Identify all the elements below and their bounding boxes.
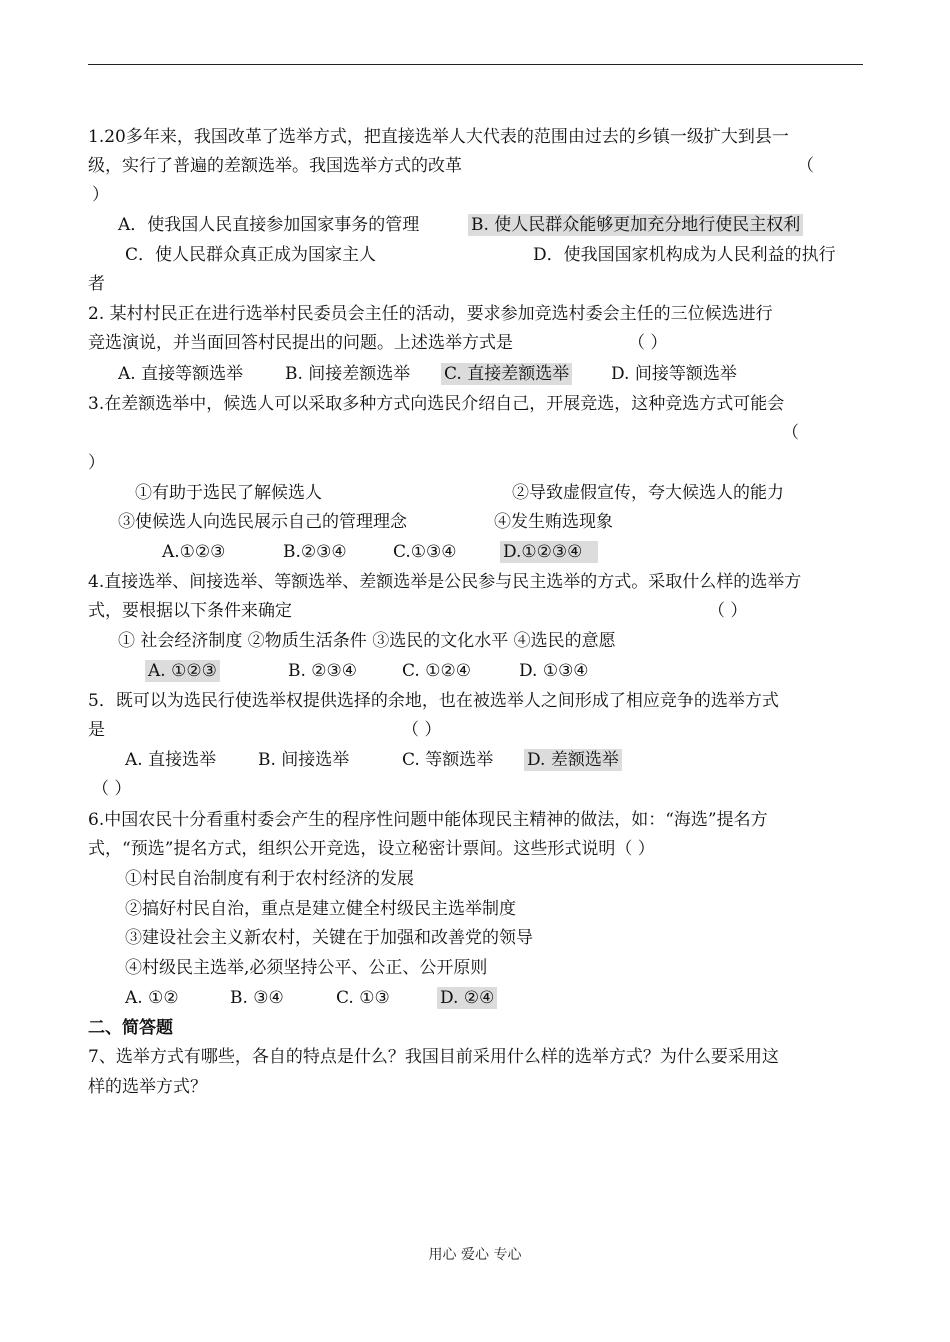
q3-option-c: C.①③④ xyxy=(393,542,457,562)
q3-statement-1: ①有助于选民了解候选人 xyxy=(135,483,322,503)
q3-option-d: D.①②③④ xyxy=(500,541,598,563)
q3-stem-line1: 3.在差额选举中，候选人可以采取多种方式向选民介绍自己，开展竞选，这种竞选方式可能会 xyxy=(88,394,785,414)
page-footer: 用心 爱心 专心 xyxy=(428,1247,522,1263)
q2-option-a: A. 直接等额选举 xyxy=(118,364,244,384)
q5-answer-paren: （ ） xyxy=(402,720,442,740)
q1-stem-line1: 1.20多年来，我国改革了选举方式，把直接选举人大代表的范围由过去的乡镇一级扩大到县一 xyxy=(88,127,789,147)
q5-stem-line2: 是 xyxy=(88,720,105,740)
q1-answer-paren-open: （ xyxy=(797,156,814,176)
q1-option-d: D．使我国国家机构成为人民利益的执行 xyxy=(533,245,836,265)
q5-option-c: C. 等额选举 xyxy=(402,750,494,770)
q2-stem-line1: 2. 某村村民正在进行选举村民委员会主任的活动，要求参加竞选村委会主任的三位候选进行 xyxy=(88,304,773,324)
q3-option-a: A.①②③ xyxy=(162,542,226,562)
q3-statement-4: ④发生贿选现象 xyxy=(494,512,613,532)
q4-option-c: C. ①②④ xyxy=(402,661,471,681)
q5-option-a: A. 直接选举 xyxy=(125,750,217,770)
q1-option-d-cont: 者 xyxy=(88,274,105,294)
q2-answer-paren: （ ） xyxy=(628,333,668,353)
q5-answer-paren-2: （ ） xyxy=(92,779,132,799)
q6-statement-3: ③建设社会主义新农村，关键在于加强和改善党的领导 xyxy=(125,928,533,948)
q2-option-c: C. 直接差额选举 xyxy=(441,363,572,385)
q5-stem-line1: 5．既可以为选民行使选举权提供选择的余地，也在被选举人之间形成了相应竞争的选举方式 xyxy=(88,691,779,711)
q4-option-d: D. ①③④ xyxy=(519,661,589,681)
q4-option-a: A. ①②③ xyxy=(145,660,220,682)
q6-statement-4: ④村级民主选举,必须坚持公平、公正、公开原则 xyxy=(125,958,488,978)
q1-option-c: C．使人民群众真正成为国家主人 xyxy=(125,245,377,265)
q4-statements: ① 社会经济制度 ②物质生活条件 ③选民的文化水平 ④选民的意愿 xyxy=(118,631,616,651)
q1-answer-paren-close: ） xyxy=(92,185,109,205)
q6-statement-1: ①村民自治制度有利于农村经济的发展 xyxy=(125,869,414,889)
q7-stem-line1: 7、选举方式有哪些，各自的特点是什么？我国目前采用什么样的选举方式？为什么要采用这 xyxy=(88,1047,779,1067)
q2-option-b: B. 间接差额选举 xyxy=(285,364,411,384)
q3-statement-2: ②导致虚假宣传，夸大候选人的能力 xyxy=(512,483,784,503)
q3-answer-paren-close: ） xyxy=(88,453,105,473)
q6-option-b: B. ③④ xyxy=(230,988,284,1008)
q1-stem-line2: 级，实行了普遍的差额选举。我国选举方式的改革 xyxy=(88,156,462,176)
q3-option-b: B.②③④ xyxy=(283,542,347,562)
q1-option-b: B. 使人民群众能够更加充分地行使民主权利 xyxy=(468,214,803,236)
q6-stem-line1: 6.中国农民十分看重村委会产生的程序性问题中能体现民主精神的做法，如：“海选”提名方 xyxy=(88,810,768,830)
q5-option-b: B. 间接选举 xyxy=(258,750,350,770)
q7-stem-line2: 样的选举方式？ xyxy=(88,1077,207,1097)
q1-option-a: A．使我国人民直接参加国家事务的管理 xyxy=(118,215,420,235)
q6-statement-2: ②搞好村民自治，重点是建立健全村级民主选举制度 xyxy=(125,899,516,919)
q2-option-d: D. 间接等额选举 xyxy=(611,364,737,384)
q3-statement-3: ③使候选人向选民展示自己的管理理念 xyxy=(118,512,407,532)
q4-stem-line1: 4.直接选举、间接选举、等额选举、差额选举是公民参与民主选举的方式。采取什么样的选举方 xyxy=(88,572,802,592)
q4-answer-paren: （ ） xyxy=(708,601,748,621)
q4-stem-line2: 式，要根据以下条件来确定 xyxy=(88,601,292,621)
header-rule xyxy=(88,64,863,65)
q6-option-d: D. ②④ xyxy=(437,987,497,1009)
q5-option-d: D. 差额选举 xyxy=(524,749,622,771)
q6-option-a: A. ①② xyxy=(125,988,179,1008)
q3-answer-paren-open: （ xyxy=(782,423,799,443)
q6-stem-line2: 式，“预选”提名方式，组织公开竞选，设立秘密计票间。这些形式说明（ ） xyxy=(88,839,655,859)
section-heading: 二、简答题 xyxy=(88,1018,173,1038)
q6-option-c: C. ①③ xyxy=(336,988,390,1008)
q2-stem-line2: 竞选演说，并当面回答村民提出的问题。上述选举方式是 xyxy=(88,333,513,353)
q4-option-b: B. ②③④ xyxy=(288,661,358,681)
